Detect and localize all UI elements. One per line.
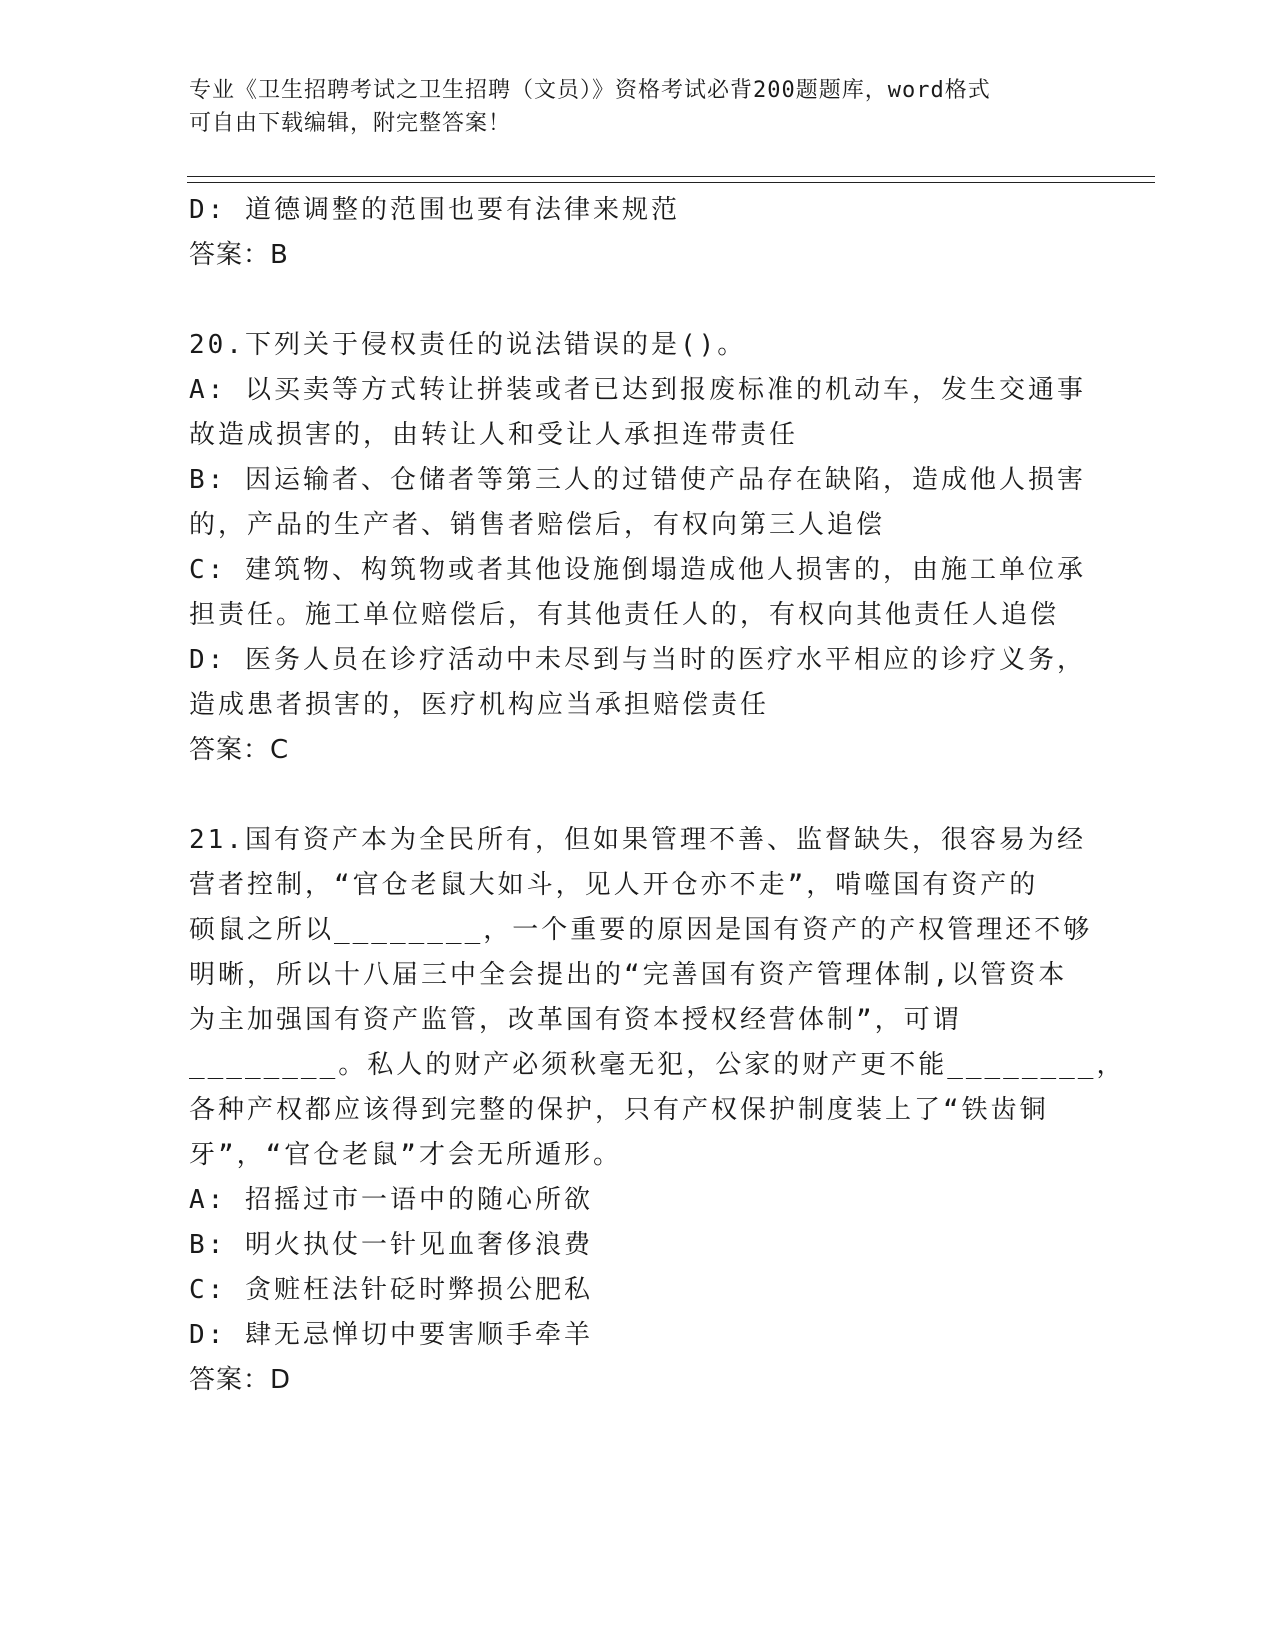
question-20-option-a-line-2: 故造成损害的，由转让人和受让人承担连带责任 [189,420,799,450]
header-line-2: 可自由下载编辑，附完整答案！ [189,111,512,136]
question-20-option-b-line-2: 的，产品的生产者、销售者赔偿后，有权向第三人追偿 [189,510,886,540]
question-21-stem-line-3: 硕鼠之所以________，一个重要的原因是国有资产的产权管理还不够 [189,915,1093,945]
header-divider-bottom [187,182,1155,183]
question-21-option-b: B: 明火执仗一针见血奢侈浪费 [189,1230,593,1260]
question-20 [189,323,1089,773]
document-body [189,188,1126,1403]
question-20-option-b-line-1: B: 因运输者、仓储者等第三人的过错使产品存在缺陷，造成他人损害 [189,465,1086,495]
question-21-stem-line-2: 营者控制，“官仓老鼠大如斗，见人开仓亦不走”，啃噬国有资产的 [189,870,1039,900]
question-20-stem: 20.下列关于侵权责任的说法错误的是()。 [189,330,747,360]
question-21-answer: 答案：D [189,1365,292,1395]
question-20-option-c-line-1: C: 建筑物、构筑物或者其他设施倒塌造成他人损害的，由施工单位承 [189,555,1086,585]
document-header [189,74,1089,140]
question-21-stem-line-7: 各种产权都应该得到完整的保护，只有产权保护制度装上了“铁齿铜 [189,1095,1049,1125]
question-21-option-d: D: 肆无忌惮切中要害顺手牵羊 [189,1320,593,1350]
spacer [189,278,1089,323]
question-21-stem-line-5: 为主加强国有资产监管，改革国有资本授权经营体制”，可谓 [189,1005,962,1035]
question-21-option-a: A: 招摇过市一语中的随心所欲 [189,1185,593,1215]
prev-answer: 答案：B [189,240,289,270]
header-divider-top [187,176,1155,177]
question-21-option-c: C: 贪赃枉法针砭时弊损公肥私 [189,1275,593,1305]
prev-option-d: D: 道德调整的范围也要有法律来规范 [189,195,680,225]
question-21-stem-line-4: 明晰，所以十八届三中全会提出的“完善国有资产管理体制,以管资本 [189,960,1068,990]
question-21-stem-line-1: 21.国有资产本为全民所有，但如果管理不善、监督缺失，很容易为经 [189,825,1086,855]
question-21 [189,818,1126,1403]
question-20-answer: 答案：C [189,735,290,765]
question-21-stem-line-6: ________。私人的财产必须秋毫无犯，公家的财产更不能________， [189,1050,1126,1080]
question-20-option-a-line-1: A: 以买卖等方式转让拼装或者已达到报废标准的机动车，发生交通事 [189,375,1086,405]
spacer [189,773,1089,818]
question-21-stem-line-8: 牙”，“官仓老鼠”才会无所遁形。 [189,1140,622,1170]
header-line-1: 专业《卫生招聘考试之卫生招聘（文员）》资格考试必背200题题库，word格式 [189,78,991,103]
question-20-option-d-line-2: 造成患者损害的，医疗机构应当承担赔偿责任 [189,690,770,720]
question-20-option-c-line-2: 担责任。施工单位赔偿后，有其他责任人的，有权向其他责任人追偿 [189,600,1060,630]
question-20-option-d-line-1: D: 医务人员在诊疗活动中未尽到与当时的医疗水平相应的诊疗义务， [189,645,1086,675]
